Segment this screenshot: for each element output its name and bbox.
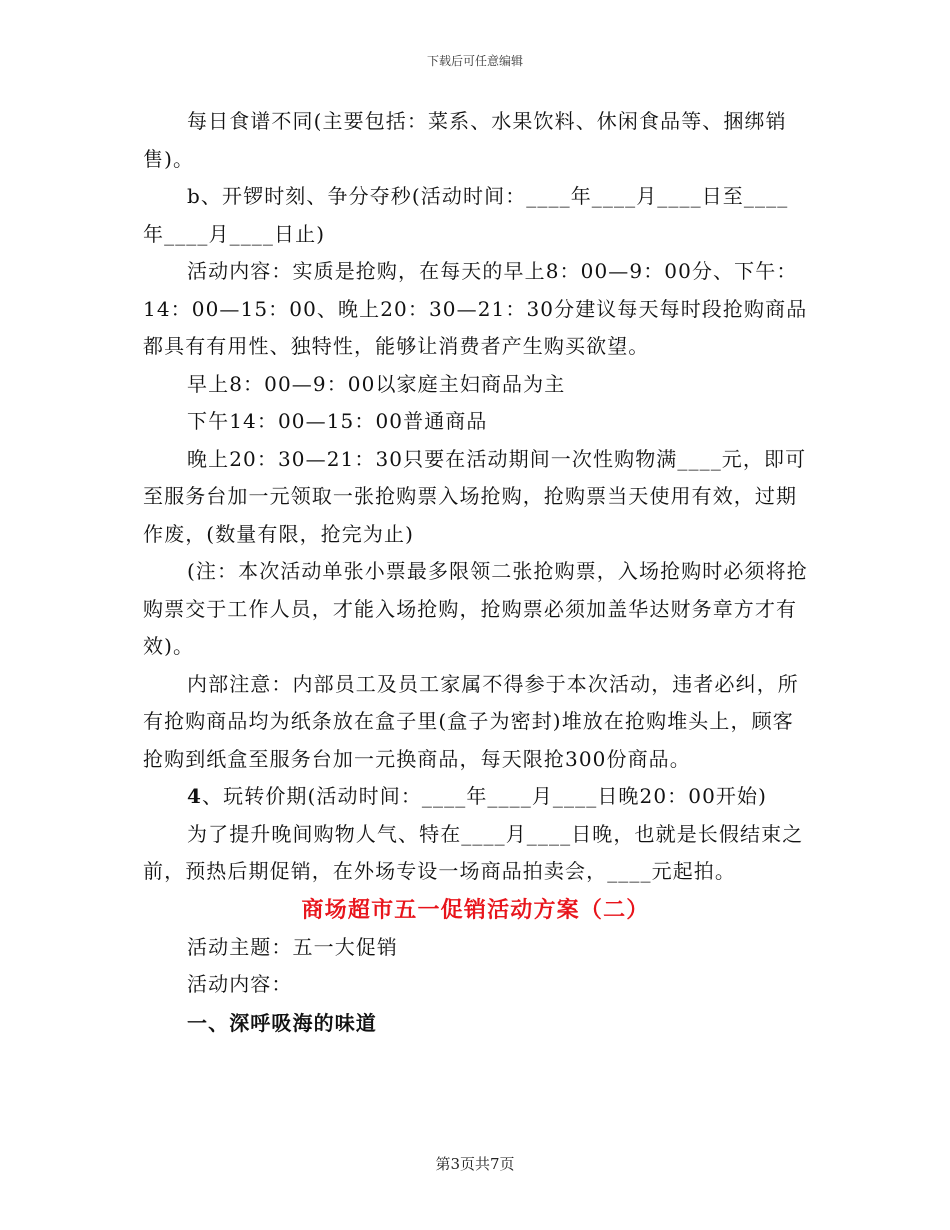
section-title: 商场超市五一促销活动方案（二） [301, 896, 650, 923]
paragraph-afternoon-slot: 下午14：00—15：00普通商品 [187, 409, 488, 433]
paragraph-activity-content: 活动内容：实质是抢购，在每天的早上8：00—9：00分、下午：14：00—15：00、晚上20：30—21：30分建议每天每时段抢购商品都具有有用性、独特性，能够让消费者产生购买欲望。 [143, 259, 808, 358]
paragraph-flash-sale-period: b、开锣时刻、争分夺秒(活动时间：____年____月____日至____年____月____日止) [143, 184, 789, 246]
paragraph-note: (注：本次活动单张小票最多限领二张抢购票，入场抢购时必须将抢购票交于工作人员，才能入场抢购，抢购票必须加盖华达财务章方才有效)。 [143, 559, 808, 658]
paragraph-theme: 活动主题：五一大促销 [187, 934, 398, 959]
paragraph-menu: 每日食谱不同(主要包括：菜系、水果饮料、休闲食品等、捆绑销售)。 [143, 109, 787, 171]
item-4-number: 4 [187, 784, 203, 808]
paragraph-item-4 [143, 778, 808, 816]
item-4-text: 、玩转价期(活动时间：____年____月____日晚20：00开始) [202, 784, 768, 808]
page-number: 第3页共7页 [435, 1155, 515, 1173]
header-note: 下载后可任意编辑 [426, 54, 523, 68]
paragraph-evening-slot: 晚上20：30—21：30只要在活动期间一次性购物满____元，即可至服务台加一元领取一张抢购票入场抢购，抢购票当天使用有效，过期作废，(数量有限，抢完为止) [143, 446, 807, 546]
sub-heading-1: 一、深呼吸海的味道 [187, 1010, 377, 1035]
paragraph-internal-notice: 内部注意：内部员工及员工家属不得参于本次活动，违者必纠，所有抢购商品均为纸条放在盒子里(盒子为密封)堆放在抢购堆头上，顾客抢购到纸盒至服务台加一元换商品，每天限抢300份商品。 [143, 671, 799, 771]
paragraph-morning-slot: 早上8：00—9：00以家庭主妇商品为主 [187, 371, 566, 396]
paragraph-auction: 为了提升晚间购物人气、特在____月____日晚，也就是长假结束之前，预热后期促销，在外场专设一场商品拍卖会，____元起拍。 [143, 821, 804, 883]
document-body [143, 103, 808, 1042]
paragraph-content-label: 活动内容： [187, 972, 293, 996]
